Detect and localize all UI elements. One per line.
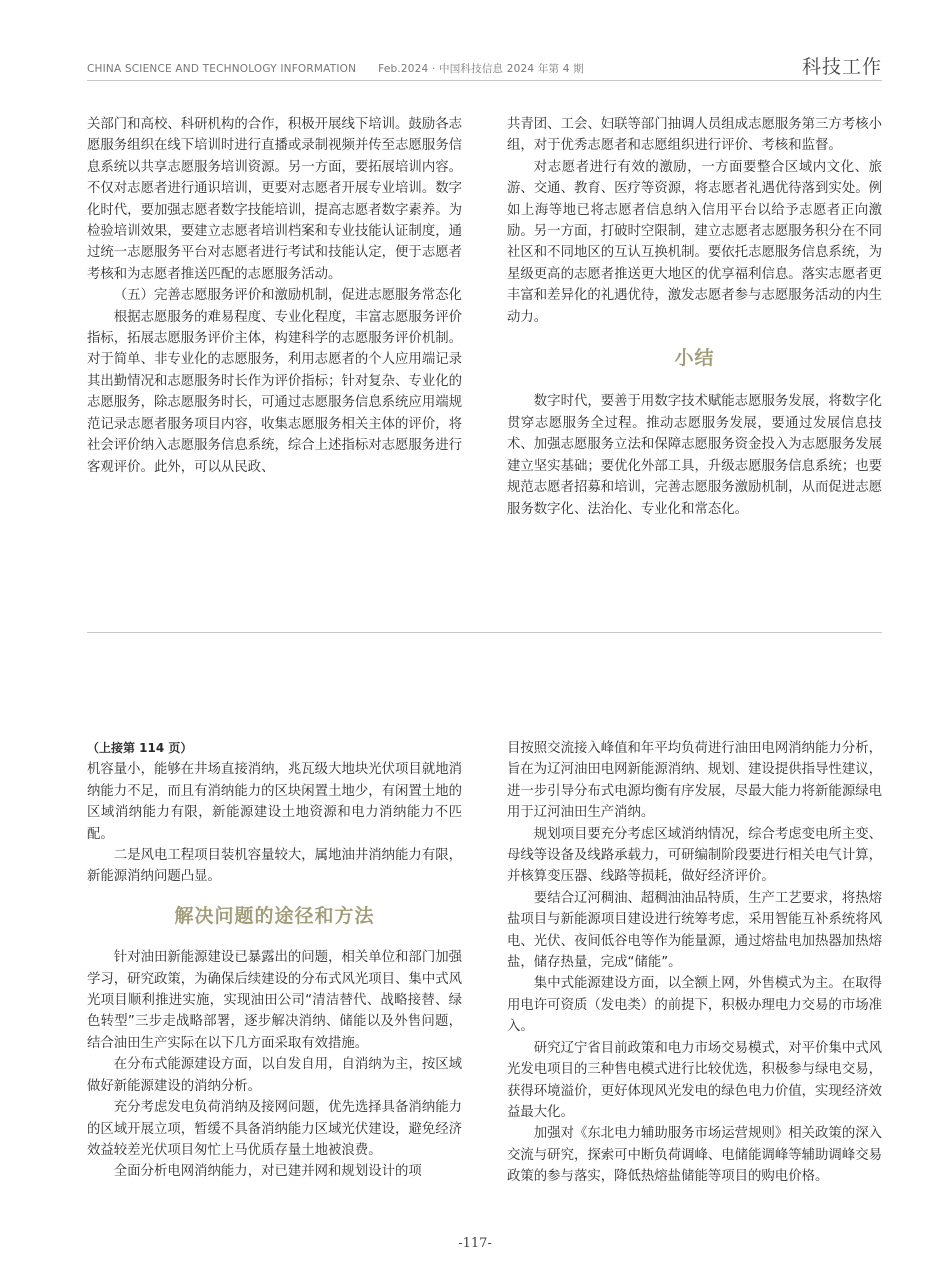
bottom-left-column [87,738,462,1183]
paragraph: 集中式能源建设方面，以全额上网，外售模式为主。在取得用电许可资质（发电类）的前提下，积极办理电力交易的市场准入。 [507,976,882,1035]
paragraph: 充分考虑发电负荷消纳及接网问题，优先选择具备消纳能力的区域开展立项，暂缓不具备消纳能力区域光伏建设，避免经济效益较差光伏项目匆忙上马优质存量土地被浪费。 [87,1100,462,1158]
continued-from-note: （上接第 114 页） [87,741,193,755]
bottom-right-column [507,738,882,1188]
paragraph: 数字时代，要善于用数字技术赋能志愿服务发展，将数字化贯穿志愿服务全过程。推动志愿服务发展，要通过发展信息技术、加强志愿服务立法和保障志愿服务资金投入为志愿服务发展建立坚实基础；要优化外部工具，升级志愿服务信息系统；也要规范志愿者招募和培训，完善志愿服务激励机制，从而促进志愿服务数字化、法治化、专业化和常态化。 [507,394,882,517]
paragraph: 研究辽宁省目前政策和电力市场交易模式，对平价集中式风光发电项目的三种售电模式进行比较优选，积极参与绿电交易，获得环境溢价，更好体现风光发电的绿色电力价值，实现经济效益最大化。 [507,1040,882,1120]
article-divider [87,632,882,633]
page-header [87,50,882,81]
issue-info: Feb.2024 · 中国科技信息 2024 年第 4 期 [378,63,584,75]
page-number: -117- [458,1236,492,1251]
paragraph: 加强对《东北电力辅助服务市场运营规则》相关政策的深入交流与研究，探索可中断负荷调峰、电储能调峰等辅助调峰交易政策的参与落实，降低热熔盐储能等项目的购电价格。 [507,1126,882,1185]
subheading: （五）完善志愿服务评价和激励机制，促进志愿服务常态化 [113,288,462,304]
journal-info [87,61,584,76]
paragraph: 关部门和高校、科研机构的合作，积极开展线下培训。鼓励各志愿服务组织在线下培训时进行直播或录制视频并传至志愿服务信息系统以共享志愿服务培训资源。另一方面，要拓展培训内容。不仅对志愿者进行通识培训，更要对志愿者开展专业培训。数字化时代，要加强志愿者数字技能培训，提高志愿者数字素养。为检验培训效果，要建立志愿者培训档案和专业技能认证制度，通过统一志愿服务平台对志愿者进行考试和技能认定，便于志愿者考核和为志愿者推送匹配的志愿服务活动。 [87,117,462,282]
paragraph: 针对油田新能源建设已暴露出的问题，相关单位和部门加强学习，研究政策，为确保后续建设的分布式风光项目、集中式风光项目顺利推进实施，实现油田公司“清洁替代、战略接替、绿色转型”三步走战略部署，逐步解决消纳、储能以及外售问题，结合油田生产实际在以下几方面采取有效措施。 [87,950,462,1051]
section-title: 科技工作 [801,56,882,78]
journal-english-name: CHINA SCIENCE AND TECHNOLOGY INFORMATION [87,63,357,75]
top-left-column [87,114,462,478]
paragraph: 对志愿者进行有效的激励，一方面要整合区域内文化、旅游、交通、教育、医疗等资源，将志愿者礼遇优待落到实处。例如上海等地已将志愿者信息纳入信用平台以给予志愿者正向激励。另一方面，打破时空限制，建立志愿者志愿服务积分在不同社区和不同地区的互认互换机制。要依托志愿服务信息系统，为星级更高的志愿者推送更大地区的优享福利信息。落实志愿者更丰富和差异化的礼遇优待，激发志愿者参与志愿服务活动的内生动力。 [507,159,882,325]
paragraph: 规划项目要充分考虑区域消纳情况，综合考虑变电所主变、母线等设备及线路承载力，可研编制阶段要进行相关电气计算，并核算变压器、线路等损耗，做好经济评价。 [507,826,882,885]
top-right-column [507,114,882,520]
paragraph: 机容量小，能够在井场直接消纳，兆瓦级大地块光伏项目就地消纳能力不足，而且有消纳能力的区块闲置土地少，有闲置土地的区域消纳能力有限，新能源建设土地资源和电力消纳能力不匹配。 [87,762,462,842]
paragraph: 共青团、工会、妇联等部门抽调人员组成志愿服务第三方考核小组，对于优秀志愿者和志愿组织进行评价、考核和监督。 [507,117,882,154]
paragraph: 根据志愿服务的难易程度、专业化程度，丰富志愿服务评价指标，拓展志愿服务评价主体，构建科学的志愿服务评价机制。对于简单、非专业化的志愿服务，利用志愿者的个人应用端记录其出勤情况和志愿服务时长作为评价指标；针对复杂、专业化的志愿服务，除志愿服务时长，可通过志愿服务信息系统应用端规范记录志愿者服务项目内容，收集志愿服务相关主体的评价，将社会评价纳入志愿服务信息系统，综合上述指标对志愿服务进行客观评价。此外，可以从民政、 [87,309,462,475]
paragraph: 在分布式能源建设方面，以自发自用，自消纳为主，按区域做好新能源建设的消纳分析。 [87,1057,462,1094]
section-heading-solutions: 解决问题的途径和方法 [174,904,375,927]
paragraph: 目按照交流接入峰值和年平均负荷进行油田电网消纳能力分析，旨在为辽河油田电网新能源消纳、规划、建设提供指导性建议，进一步引导分布式电源均衡有序发展，尽最大能力将新能源绿电用于辽河油田生产消纳。 [507,741,882,821]
paragraph: 要结合辽河稠油、超稠油油品特质，生产工艺要求，将热熔盐项目与新能源项目建设进行统筹考虑，采用智能互补系统将风电、光伏、夜间低谷电等作为能量源，通过熔盐电加热器加热熔盐，储存热量，完成“储能”。 [507,890,882,971]
paragraph: 二是风电工程项目装机容量较大，属地油井消纳能力有限，新能源消纳问题凸显。 [87,848,462,885]
section-heading-summary: 小结 [674,347,715,370]
paragraph: 全面分析电网消纳能力，对已建并网和规划设计的项 [113,1164,422,1180]
